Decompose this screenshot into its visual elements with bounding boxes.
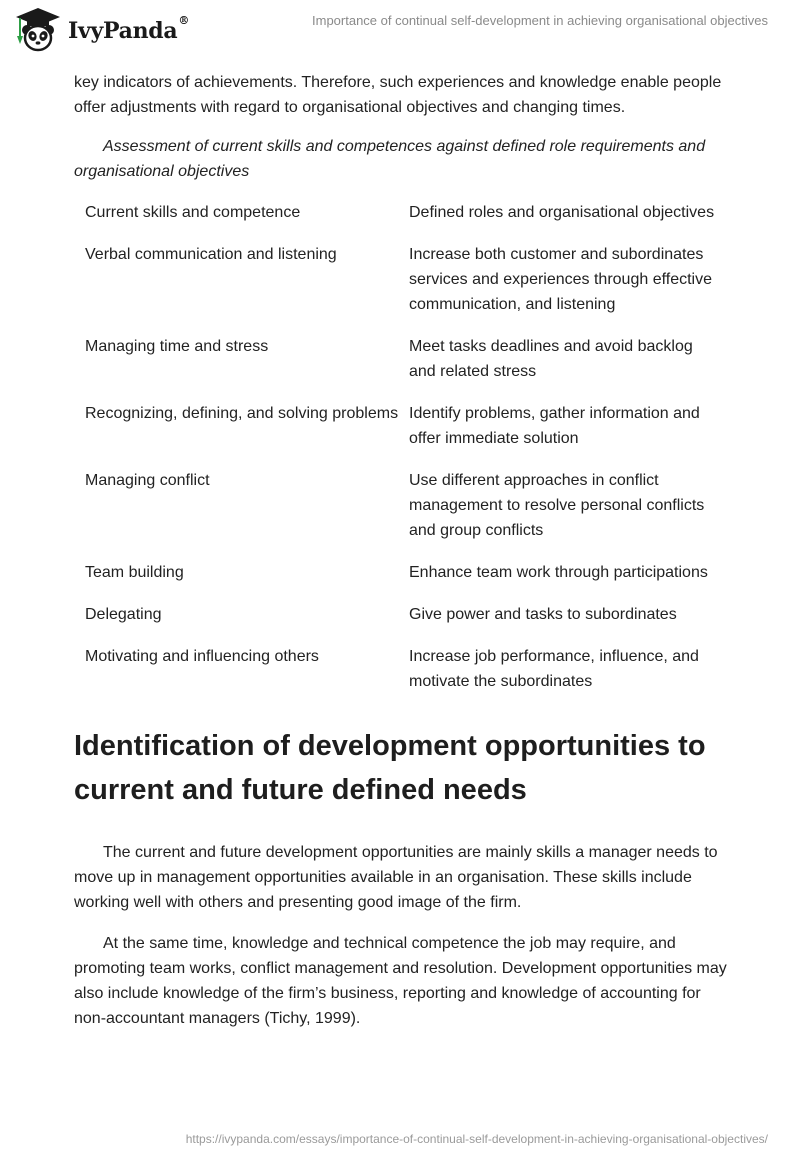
source-url-link[interactable]: https://ivypanda.com/essays/importance-of-continual-self-development-in-achieving-organisational-objectives/ [185, 1132, 768, 1146]
table-row [74, 334, 730, 401]
skill-cell: Managing conflict [85, 472, 210, 489]
body-paragraph: The current and future development opportunities are mainly skills a manager needs to move up in management opportunities available in an organisation. These skills include working well with others and presenting good image of the firm. [74, 844, 718, 911]
skill-cell: Recognizing, defining, and solving problems [85, 405, 399, 422]
objective-cell: Meet tasks deadlines and avoid backlog and related stress [409, 338, 693, 380]
article-body [74, 70, 730, 1031]
document-title: Importance of continual self-development in achieving organisational objectives [312, 13, 768, 28]
table-row [74, 644, 730, 711]
table-row [74, 242, 730, 334]
objective-cell: Enhance team work through participations [409, 564, 708, 581]
table-row [74, 401, 730, 468]
table-header-row [74, 200, 730, 242]
skill-cell: Verbal communication and listening [85, 246, 337, 263]
skill-cell: Motivating and influencing others [85, 648, 319, 665]
intro-paragraph: key indicators of achievements. Therefore, such experiences and knowledge enable people offer adjustments with regard to organisational objectives and changing times. [74, 74, 722, 116]
objective-cell: Identify problems, gather information and offer immediate solution [409, 405, 700, 447]
objective-cell: Use different approaches in conflict management to resolve personal conflicts and group conflicts [409, 472, 705, 539]
section-heading: Identification of development opportunities to current and future defined needs [74, 730, 706, 806]
body-paragraph: At the same time, knowledge and technical competence the job may require, and promoting team works, conflict management and resolution. Development opportunities may also include knowledge of the firm’s business, reporting and knowledge of accounting for non-accountant managers (Tichy, 1999). [74, 935, 727, 1027]
table-header-cell: Defined roles and organisational objectives [409, 204, 715, 221]
skill-cell: Delegating [85, 606, 162, 623]
ivypanda-logo[interactable] [14, 6, 189, 54]
objective-cell: Give power and tasks to subordinates [409, 606, 677, 623]
table-row [74, 468, 730, 560]
page-header [0, 0, 800, 62]
panda-graduate-icon [14, 6, 62, 54]
table-row [74, 560, 730, 602]
skill-cell: Team building [85, 564, 184, 581]
objective-cell: Increase both customer and subordinates services and experiences through effective communication, and listening [409, 246, 712, 313]
objective-cell: Increase job performance, influence, and motivate the subordinates [409, 648, 699, 690]
table-row [74, 602, 730, 644]
skills-table [74, 200, 730, 711]
skill-cell: Managing time and stress [85, 338, 269, 355]
table-header-cell: Current skills and competence [85, 204, 301, 221]
logo-wordmark: IvyPanda® [68, 14, 190, 44]
table-caption: Assessment of current skills and competences against defined role requirements and organisational objectives [74, 138, 706, 180]
